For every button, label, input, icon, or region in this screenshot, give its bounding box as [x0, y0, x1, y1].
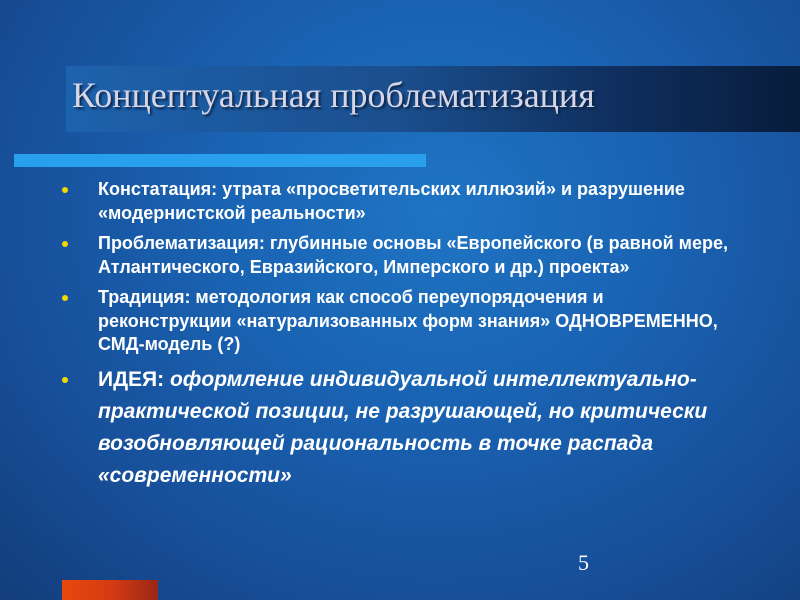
- bullet-dot-icon: [62, 377, 68, 383]
- bullet-item-statement: [62, 178, 742, 225]
- slide-title: Концептуальная проблематизация: [72, 75, 595, 115]
- page-number: 5: [578, 550, 589, 575]
- bullet-dot-icon: [62, 241, 68, 247]
- accent-divider: [14, 154, 426, 167]
- bullet-text: Констатация: утрата «просветительских иллюзий» и разрушение «модернистской реальности»: [98, 179, 685, 223]
- bullet-text: Традиция: методология как способ переупорядочения и реконструкции «натурализованных форм знания» ОДНОВРЕМЕННО, СМД-модель (?): [98, 287, 718, 354]
- bullet-text: Проблематизация: глубинные основы «Европейского (в равной мере, Атлантического, Евразийского, Имперского и др.) проекта»: [98, 233, 728, 277]
- bullet-list: [62, 178, 742, 492]
- bullet-dot-icon: [62, 295, 68, 301]
- bullet-item-problematization: [62, 232, 742, 279]
- bullet-item-tradition: [62, 286, 742, 357]
- bottom-accent-bar: [62, 580, 158, 600]
- bullet-dot-icon: [62, 187, 68, 193]
- bullet-item-idea: [62, 364, 742, 492]
- bullet-label: ИДЕЯ:: [98, 367, 170, 391]
- bullet-text-emphasis: оформление индивидуальной интеллектуально-практической позиции, не разрушающей, но критически возобновляющей рациональность в точке распада «современности»: [98, 367, 708, 487]
